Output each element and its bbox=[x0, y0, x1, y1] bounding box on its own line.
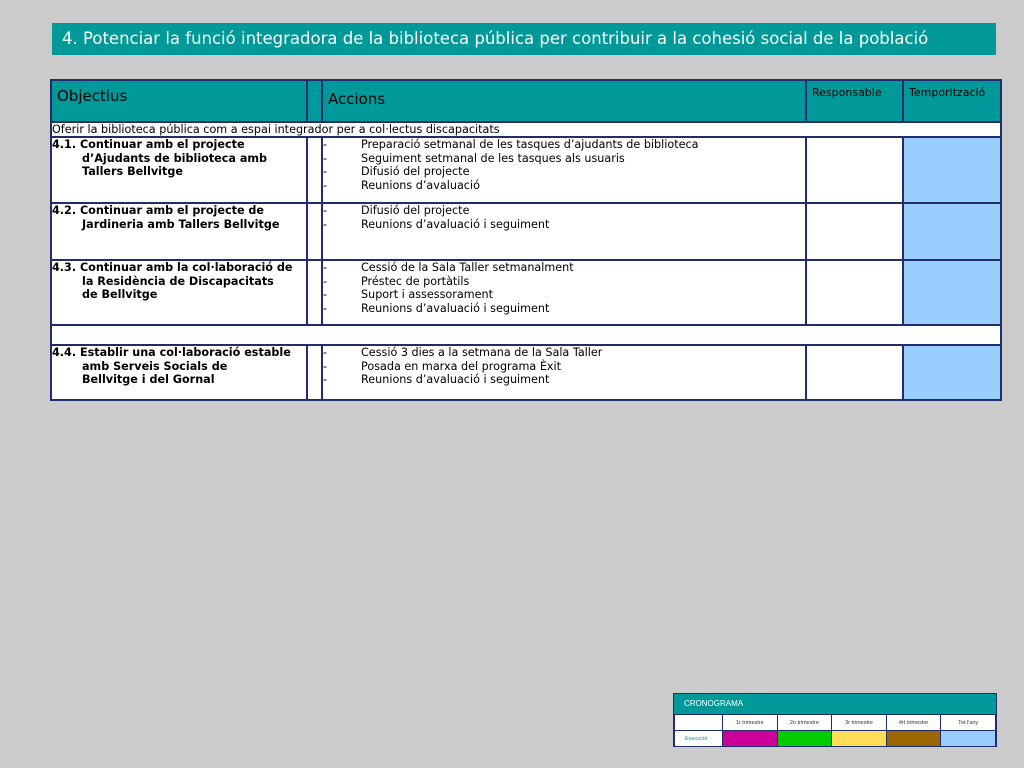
objectives-table bbox=[50, 79, 1002, 401]
table-row bbox=[51, 137, 1001, 203]
responsable-cell bbox=[806, 203, 903, 260]
responsable-cell bbox=[806, 345, 903, 400]
spacer-cell bbox=[307, 203, 322, 260]
spacer-cell bbox=[307, 345, 322, 400]
cronograma-col: 1r trimestre bbox=[723, 715, 778, 731]
table-row bbox=[51, 260, 1001, 325]
actions-cell bbox=[322, 345, 806, 400]
cronograma-table bbox=[674, 714, 996, 747]
action-item: - Cessió de la Sala Taller setmanalment bbox=[323, 261, 574, 274]
color-swatch-q3 bbox=[832, 731, 887, 747]
header-responsable: Responsable bbox=[806, 80, 903, 122]
color-swatch-q1 bbox=[723, 731, 778, 747]
cronograma-row-label: Execució bbox=[675, 731, 723, 747]
responsable-cell bbox=[806, 260, 903, 325]
temporitzacio-cell bbox=[903, 345, 1001, 400]
action-item: - Préstec de portàtils bbox=[323, 274, 470, 288]
spacer-cell bbox=[307, 137, 322, 203]
page-title: 4. Potenciar la funció integradora de la biblioteca pública per contribuir a la cohesió social de la població bbox=[52, 23, 996, 55]
cronograma-col: 3r trimestre bbox=[832, 715, 887, 731]
action-item: - Reunions d’avaluació i seguiment bbox=[323, 217, 550, 231]
action-item: - Suport i assessorament bbox=[323, 288, 493, 302]
cronograma-header-row bbox=[675, 715, 996, 731]
header-accions: Accions bbox=[322, 80, 806, 122]
color-swatch-year bbox=[941, 731, 996, 747]
temporitzacio-cell bbox=[903, 137, 1001, 203]
action-item: - Cessió 3 dies a la setmana de la Sala Taller bbox=[323, 346, 603, 359]
responsable-cell bbox=[806, 137, 903, 203]
action-item: - Reunions d’avaluació i seguiment bbox=[323, 373, 550, 387]
cronograma-legend bbox=[673, 693, 997, 747]
table-header-row bbox=[51, 80, 1001, 122]
table-row bbox=[51, 345, 1001, 400]
cronograma-col: 2n trimestre bbox=[777, 715, 832, 731]
header-temporitzacio: Temporització bbox=[903, 80, 1001, 122]
temporitzacio-cell bbox=[903, 203, 1001, 260]
action-item: - Seguiment setmanal de les tasques als usuaris bbox=[323, 151, 625, 165]
objective-cell: 4.3. Continuar amb la col·laboració de la Residència de Discapacitats de Bellvitge bbox=[51, 260, 307, 325]
actions-cell bbox=[322, 260, 806, 325]
cronograma-col: Tot l'any bbox=[941, 715, 996, 731]
action-item: - Posada en marxa del programa Èxit bbox=[323, 359, 562, 373]
action-item: - Difusió del projecte bbox=[323, 165, 470, 179]
empty-cell bbox=[51, 325, 1001, 345]
empty-row bbox=[51, 325, 1001, 345]
color-swatch-q4 bbox=[886, 731, 941, 747]
actions-cell bbox=[322, 203, 806, 260]
action-item: - Reunions d’avaluació bbox=[323, 178, 480, 192]
cronograma-title: CRONOGRAMA bbox=[674, 694, 996, 714]
subtitle: Oferir la biblioteca pública com a espai integrador per a col·lectus discapacitats bbox=[51, 122, 1001, 137]
header-spacer bbox=[307, 80, 322, 122]
objective-cell: 4.2. Continuar amb el projecte de Jardineria amb Tallers Bellvitge bbox=[51, 203, 307, 260]
header-objectius: Objectius bbox=[51, 80, 307, 122]
cronograma-col: 4rt trimestre bbox=[886, 715, 941, 731]
color-swatch-q2 bbox=[777, 731, 832, 747]
action-item: - Difusió del projecte bbox=[323, 204, 470, 217]
cronograma-execucio-row bbox=[675, 731, 996, 747]
objective-cell: 4.4. Establir una col·laboració estable amb Serveis Socials de Bellvitge i del Gornal bbox=[51, 345, 307, 400]
table-row bbox=[51, 203, 1001, 260]
temporitzacio-cell bbox=[903, 260, 1001, 325]
action-item: - Reunions d’avaluació i seguiment bbox=[323, 301, 550, 315]
actions-cell bbox=[322, 137, 806, 203]
action-item: - Preparació setmanal de les tasques d’ajudants de biblioteca bbox=[323, 138, 699, 151]
subtitle-row bbox=[51, 122, 1001, 137]
objective-cell: 4.1. Continuar amb el projecte d’Ajudants de biblioteca amb Tallers Bellvitge bbox=[51, 137, 307, 203]
cronograma-corner bbox=[675, 715, 723, 731]
spacer-cell bbox=[307, 260, 322, 325]
